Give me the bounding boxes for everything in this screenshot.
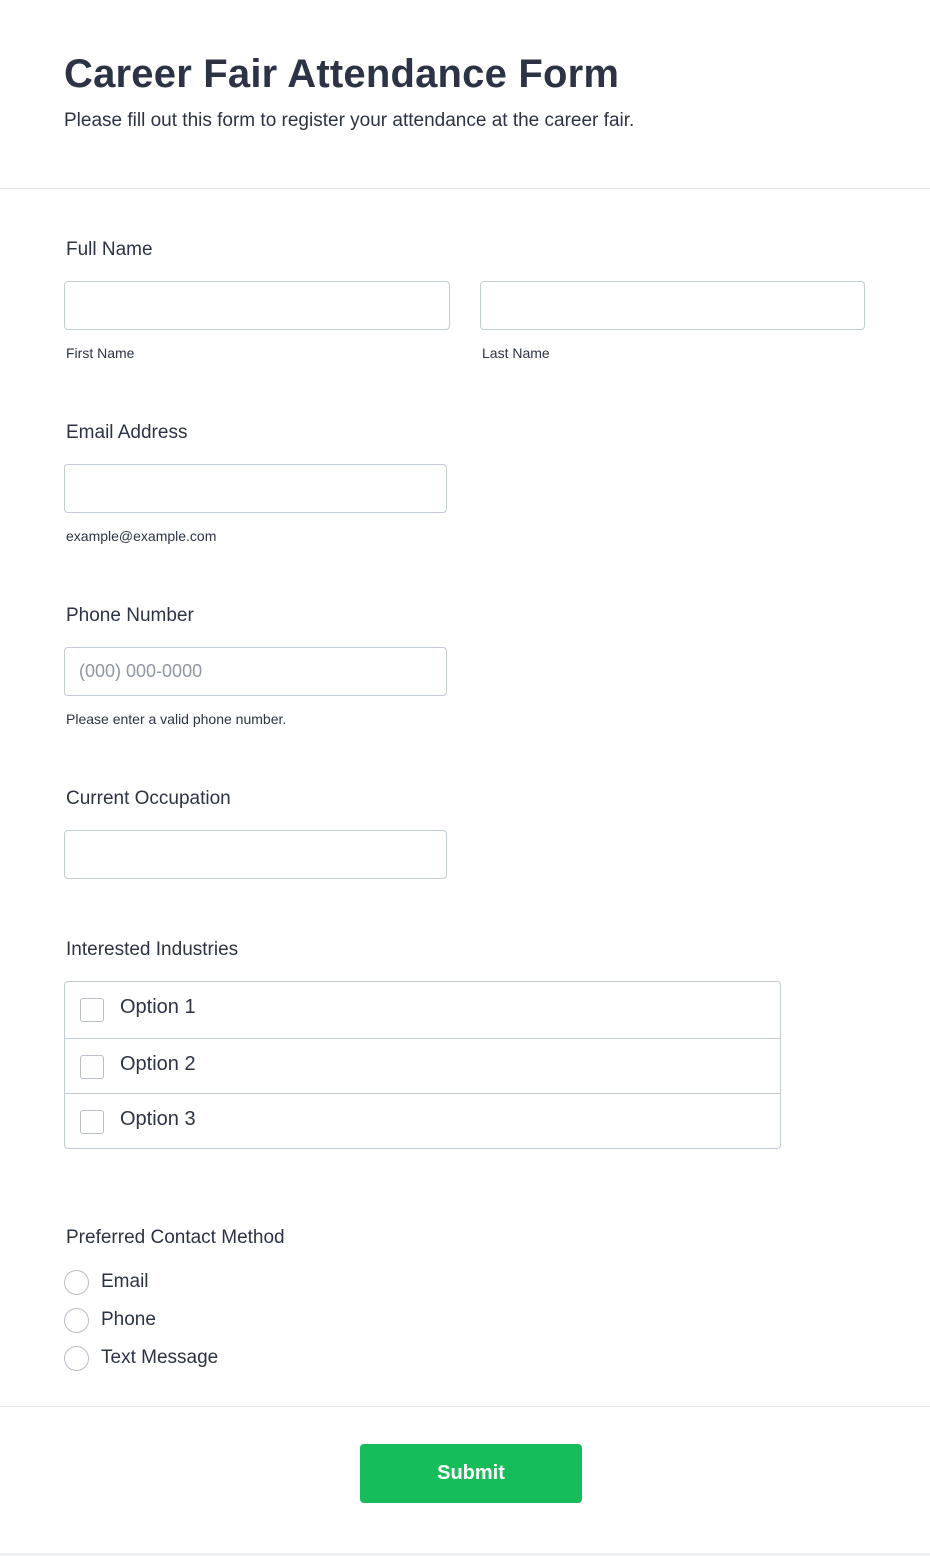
industries-checkbox-group <box>64 981 781 1149</box>
radio-label: Email <box>101 1271 149 1292</box>
page-subtitle: Please fill out this form to register your attendance at the career fair. <box>64 110 635 131</box>
industries-label: Interested Industries <box>66 939 239 960</box>
page-title: Career Fair Attendance Form <box>64 52 620 96</box>
checkbox-label: Option 2 <box>120 1053 196 1075</box>
checkbox[interactable] <box>80 1110 104 1134</box>
industry-option-2[interactable] <box>65 1038 780 1094</box>
checkbox[interactable] <box>80 1055 104 1079</box>
occupation-input[interactable] <box>64 830 447 879</box>
email-sublabel: example@example.com <box>66 528 217 544</box>
radio-button[interactable] <box>64 1308 89 1333</box>
radio-button[interactable] <box>64 1346 89 1371</box>
contact-option-text-message[interactable] <box>64 1346 364 1372</box>
email-label: Email Address <box>66 422 188 443</box>
occupation-label: Current Occupation <box>66 788 231 809</box>
last-name-input[interactable] <box>480 281 865 330</box>
checkbox[interactable] <box>80 998 104 1022</box>
phone-label: Phone Number <box>66 605 194 626</box>
contact-option-email[interactable] <box>64 1270 364 1296</box>
full-name-label: Full Name <box>66 239 153 260</box>
phone-sublabel: Please enter a valid phone number. <box>66 711 287 727</box>
contact-option-phone[interactable] <box>64 1308 364 1334</box>
industry-option-1[interactable] <box>65 982 780 1038</box>
footer-divider <box>0 1406 930 1407</box>
submit-button[interactable]: Submit <box>360 1444 582 1503</box>
contact-method-label: Preferred Contact Method <box>66 1227 285 1248</box>
last-name-sublabel: Last Name <box>482 345 550 361</box>
industry-option-3[interactable] <box>65 1093 780 1149</box>
email-input[interactable] <box>64 464 447 513</box>
form-header <box>0 0 930 189</box>
first-name-sublabel: First Name <box>66 345 135 361</box>
radio-button[interactable] <box>64 1270 89 1295</box>
first-name-input[interactable] <box>64 281 450 330</box>
radio-label: Phone <box>101 1309 156 1330</box>
checkbox-label: Option 1 <box>120 996 196 1018</box>
checkbox-label: Option 3 <box>120 1108 196 1130</box>
phone-input[interactable] <box>64 647 447 696</box>
radio-label: Text Message <box>101 1347 219 1368</box>
